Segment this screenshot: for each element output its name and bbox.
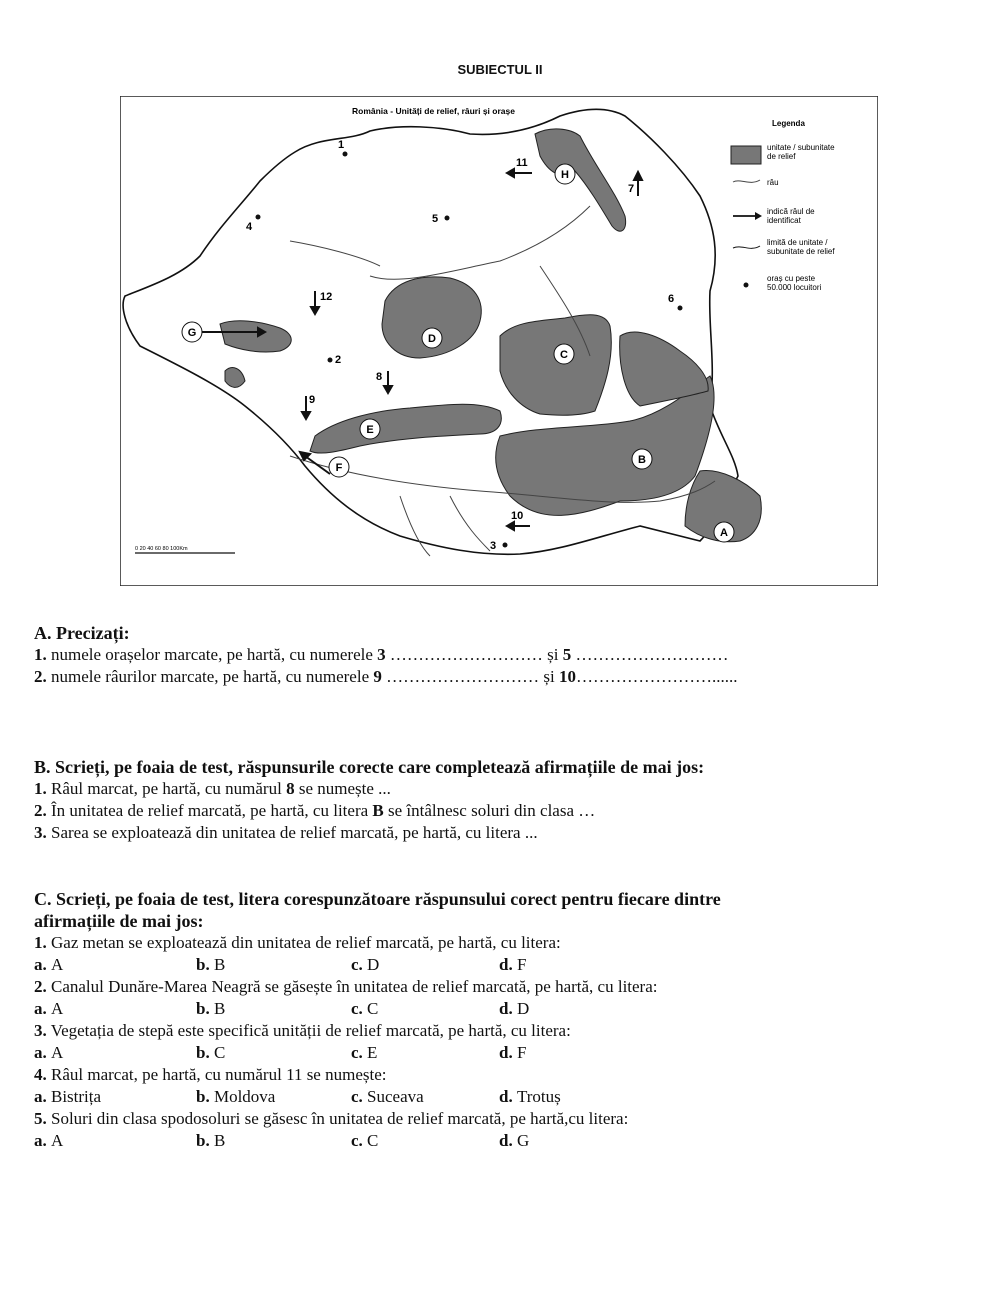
question-1: 1. Gaz metan se exploatează din unitatea de relief marcată, pe hartă, cu litera: a. A b. B c. D d. F bbox=[34, 933, 561, 974]
question-5: 5. Soluri din clasa spodosoluri se găsesc în unitatea de relief marcată, pe hartă,cu litera: a. A b. B c. C d. G bbox=[34, 1109, 629, 1150]
svg-text:D: D bbox=[428, 333, 436, 345]
svg-text:B: B bbox=[638, 454, 646, 466]
unit-label-E bbox=[360, 419, 380, 439]
option-a: a. A bbox=[34, 1043, 64, 1062]
unit-label-A bbox=[714, 522, 734, 542]
option-b: b. B bbox=[196, 955, 226, 974]
option-c: c. D bbox=[351, 955, 380, 974]
section-a bbox=[34, 622, 954, 688]
svg-text:G: G bbox=[187, 327, 197, 339]
river-number-9: 9 bbox=[309, 394, 316, 406]
section-b-item-1: 1. Râul marcat, pe hartă, cu numărul 8 se numește ... bbox=[34, 779, 391, 798]
unit-label-B bbox=[632, 449, 652, 469]
option-d: d. G bbox=[499, 1131, 530, 1150]
section-b bbox=[34, 756, 954, 844]
unit-C-shape bbox=[500, 315, 611, 416]
section-a-heading: A. Precizați: bbox=[34, 623, 130, 643]
svg-text:oraș cu peste: oraș cu peste bbox=[767, 274, 816, 283]
option-a: a. A bbox=[34, 999, 64, 1018]
option-b: b. C bbox=[196, 1043, 226, 1062]
option-c: c. C bbox=[351, 999, 379, 1018]
map-title: România - Unități de relief, râuri și orașe bbox=[352, 106, 515, 116]
svg-text:3: 3 bbox=[490, 540, 497, 552]
option-a: a. A bbox=[34, 1131, 64, 1150]
option-c: c. E bbox=[351, 1043, 378, 1062]
section-a-item-2: 2. numele râurilor marcate, pe hartă, cu numerele 9 ……………………… și 10……………………...... bbox=[34, 667, 738, 686]
option-d: d. Trotuș bbox=[499, 1087, 561, 1106]
svg-text:de relief: de relief bbox=[767, 152, 796, 161]
legend-unit-swatch bbox=[731, 146, 761, 164]
option-b: b. B bbox=[196, 999, 226, 1018]
option-a: a. A bbox=[34, 955, 64, 974]
section-b-item-2: 2. În unitatea de relief marcată, pe hartă, cu litera B se întâlnesc soluri din clasa … bbox=[34, 801, 596, 820]
unit-label-H bbox=[555, 164, 575, 184]
river-number-11: 11 bbox=[516, 157, 528, 169]
river-number-12: 12 bbox=[320, 291, 333, 303]
svg-text:limită de unitate /: limită de unitate / bbox=[767, 238, 828, 247]
svg-text:2: 2 bbox=[335, 354, 342, 366]
svg-text:E: E bbox=[366, 424, 374, 436]
svg-text:indică râul de: indică râul de bbox=[767, 207, 815, 216]
option-b: b. Moldova bbox=[196, 1087, 276, 1106]
river-number-10: 10 bbox=[511, 510, 524, 522]
section-c-heading-1: C. Scrieți, pe foaia de test, litera corespunzătoare răspunsului corect pentru fiecare dintre bbox=[34, 889, 721, 909]
legend-heading: Legenda bbox=[772, 119, 805, 128]
page-title: SUBIECTUL II bbox=[457, 62, 543, 77]
svg-text:1: 1 bbox=[338, 139, 345, 151]
svg-text:0 20 40 60 80 100Km: 0 20 40 60 80 100Km bbox=[135, 546, 188, 552]
section-b-item-3: 3. Sarea se exploatează din unitatea de relief marcată, pe hartă, cu litera ... bbox=[34, 823, 538, 842]
svg-text:unitate / subunitate: unitate / subunitate bbox=[767, 143, 835, 152]
option-b: b. B bbox=[196, 1131, 226, 1150]
option-c: c. C bbox=[351, 1131, 379, 1150]
option-a: a. Bistrița bbox=[34, 1087, 102, 1106]
river-number-7: 7 bbox=[628, 183, 635, 195]
option-c: c. Suceava bbox=[351, 1087, 424, 1106]
svg-text:A: A bbox=[720, 527, 728, 539]
option-d: d. F bbox=[499, 1043, 527, 1062]
unit-label-D bbox=[422, 328, 442, 348]
question-3: 3. Vegetația de stepă este specifică unității de relief marcată, pe hartă, cu litera: a. A b. C c. E d. F bbox=[34, 1021, 571, 1062]
option-d: d. F bbox=[499, 955, 527, 974]
unit-label-G bbox=[182, 322, 202, 342]
unit-label-C bbox=[554, 344, 574, 364]
question-2: 2. Canalul Dunăre-Marea Neagră se găsește în unitatea de relief marcată, pe hartă, cu litera: a. A b. B c. C d. D bbox=[34, 977, 658, 1018]
svg-text:4: 4 bbox=[246, 221, 253, 233]
section-a-item-1: 1. numele orașelor marcate, pe hartă, cu numerele 3 ……………………… și 5 ……………………… bbox=[34, 645, 729, 664]
section-c-heading-2: afirmațiile de mai jos: bbox=[34, 911, 204, 931]
romania-map bbox=[120, 96, 878, 586]
svg-text:H: H bbox=[561, 169, 569, 181]
legend-city-swatch bbox=[744, 283, 749, 288]
unit-label-F bbox=[329, 457, 349, 477]
svg-text:subunitate de relief: subunitate de relief bbox=[767, 247, 835, 256]
section-c bbox=[34, 888, 954, 1152]
option-d: d. D bbox=[499, 999, 530, 1018]
svg-text:5: 5 bbox=[432, 213, 439, 225]
river-number-8: 8 bbox=[376, 371, 383, 383]
svg-text:C: C bbox=[560, 349, 568, 361]
question-4: 4. Râul marcat, pe hartă, cu numărul 11 se numește: a. Bistrița b. Moldova c. Suceava d. Trotuș bbox=[34, 1065, 561, 1106]
svg-text:6: 6 bbox=[668, 293, 675, 305]
section-b-heading: B. Scrieți, pe foaia de test, răspunsurile corecte care completează afirmațiile de mai jos: bbox=[34, 757, 705, 777]
svg-text:F: F bbox=[335, 462, 343, 474]
svg-text:râu: râu bbox=[767, 178, 779, 187]
svg-text:identificat: identificat bbox=[767, 216, 801, 225]
svg-text:50.000 locuitori: 50.000 locuitori bbox=[767, 283, 822, 292]
